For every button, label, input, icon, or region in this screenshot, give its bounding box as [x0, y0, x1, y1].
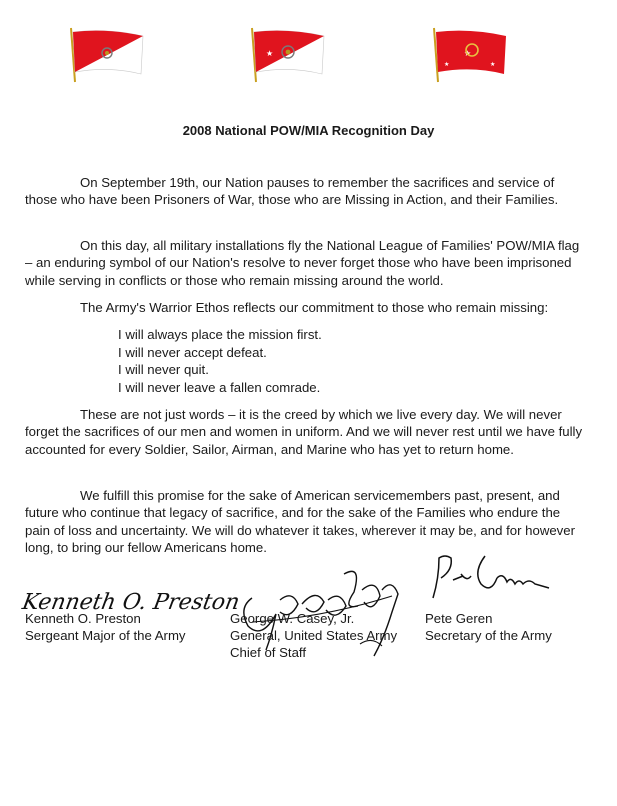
- signer-geren: [425, 610, 552, 644]
- signer-name: George W. Casey, Jr.: [230, 611, 355, 626]
- paragraph-flag: On this day, all military installations fly the National League of Families' POW/MIA flag – an enduring symbol of our Nation's resolve to never forget those who have been imprisoned while serving in conflicts or those who remain missing around the world.: [25, 238, 580, 288]
- signer-casey: [230, 610, 397, 661]
- paragraph-intro: On September 19th, our Nation pauses to remember the sacrifices and service of those who have been Prisoners of War, those who are Missing in Action, and their Families.: [25, 175, 559, 208]
- paragraph-creed: These are not just words – it is the creed by which we live every day. We will never forget the sacrifices of our men and women in uniform. And we will never rest until we have fully accounted for every Soldier, Sailor, Airman, and Marine who has yet to return home.: [25, 407, 583, 457]
- signer-preston: [25, 610, 186, 644]
- svg-text:★: ★: [464, 49, 472, 58]
- signer-title: Secretary of the Army: [425, 628, 552, 643]
- signer-title: Chief of Staff: [230, 645, 306, 660]
- paragraph-promise: We fulfill this promise for the sake of American servicemembers past, present, and future who continue that legacy of sacrifice, and for the sake of the Families who endure the pain of loss and uncertainty. We will do whatever it takes, wherever it may be, and for however long, to bring our fellow Americans home.: [25, 488, 575, 555]
- ethos-line: I will never leave a fallen comrade.: [118, 379, 321, 395]
- letter-title: 2008 National POW/MIA Recognition Day: [182, 123, 435, 138]
- army-flag-icon: [67, 26, 149, 84]
- army-flag-icon: [248, 26, 330, 84]
- svg-text:★: ★: [266, 49, 274, 58]
- army-flag-icon: [430, 26, 512, 84]
- signer-name: Pete Geren: [425, 611, 493, 626]
- signer-name: Kenneth O. Preston: [25, 611, 141, 626]
- signature-geren: [425, 548, 555, 608]
- svg-text:★: ★: [444, 61, 450, 68]
- signer-title: Sergeant Major of the Army: [25, 628, 186, 643]
- signer-title: General, United States Army: [230, 628, 398, 643]
- warrior-ethos-list: [118, 326, 322, 396]
- paragraph-warrior-ethos: The Army's Warrior Ethos reflects our commitment to those who remain missing:: [80, 300, 549, 315]
- svg-text:★: ★: [490, 61, 496, 68]
- svg-text:Kenneth O. Preston: Kenneth O. Preston: [20, 589, 242, 615]
- svg-text:★: ★: [306, 51, 314, 60]
- ethos-line: I will always place the mission first.: [118, 327, 322, 342]
- ethos-line: I will never quit.: [118, 362, 209, 377]
- ethos-line: I will never accept defeat.: [118, 344, 267, 360]
